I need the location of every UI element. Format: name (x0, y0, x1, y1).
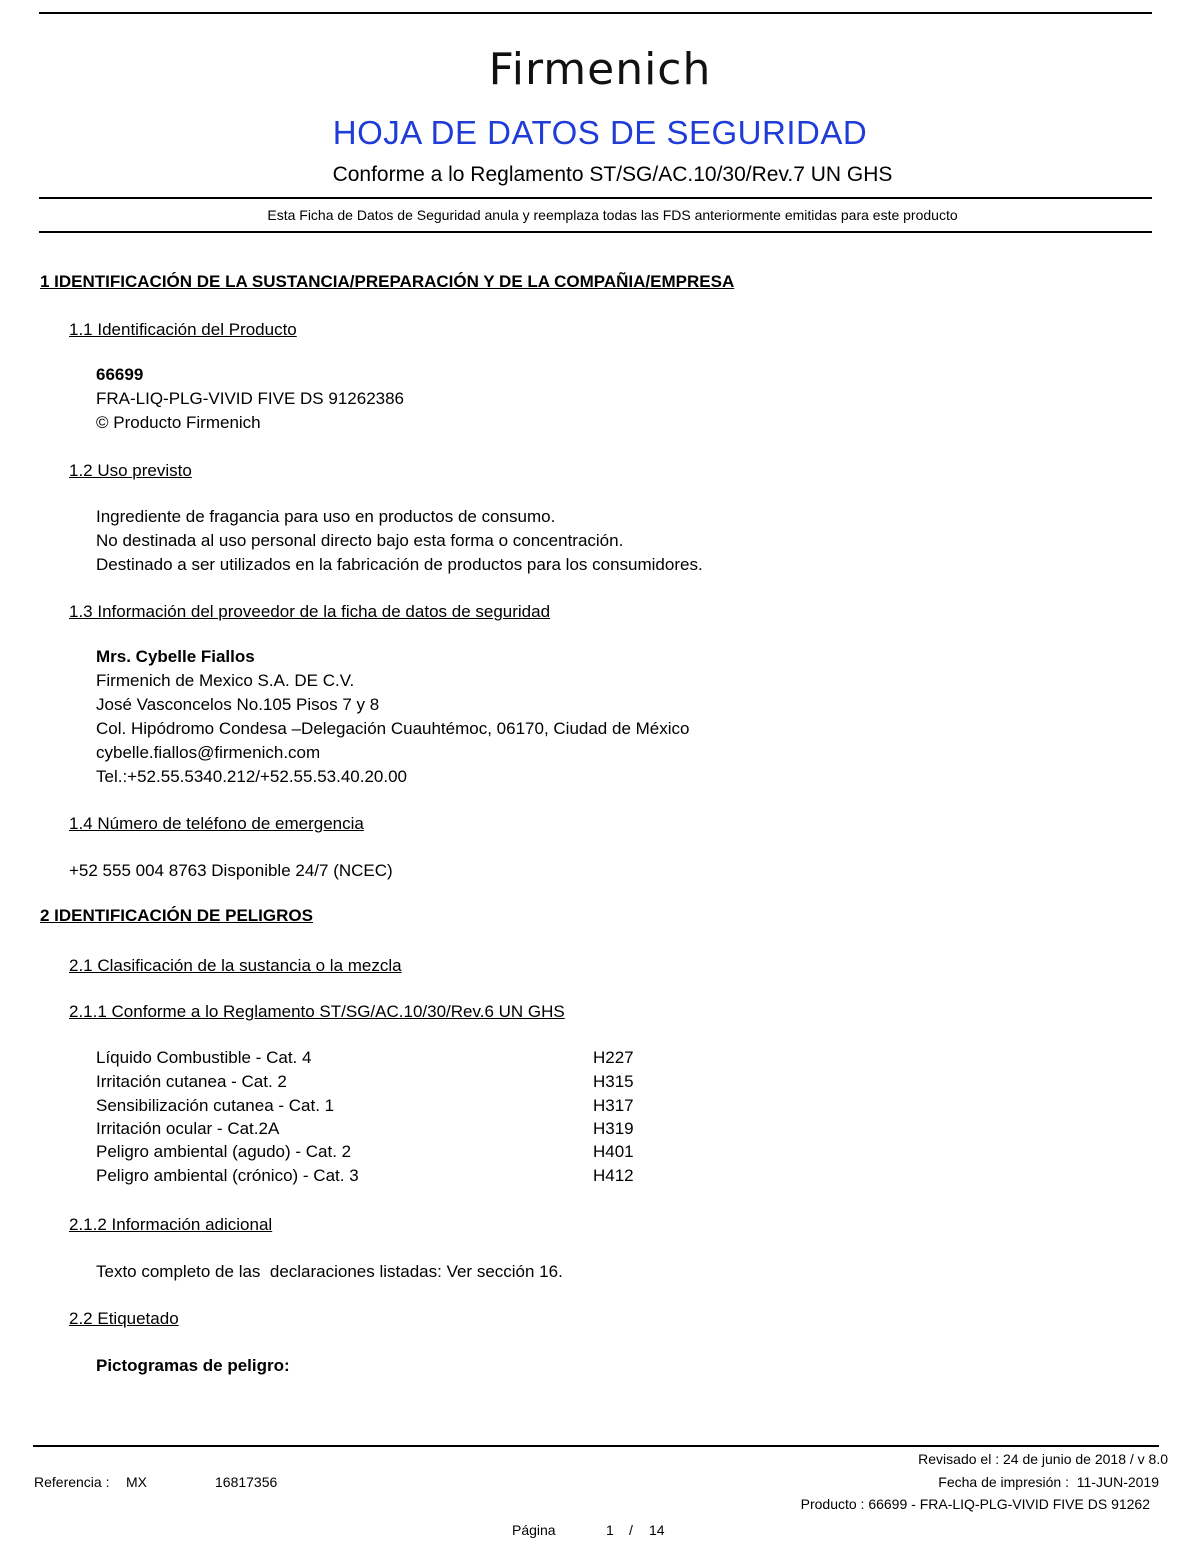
reference-country: MX (126, 1474, 147, 1490)
page-label: Página (512, 1522, 556, 1538)
hazard-code: H317 (593, 1096, 634, 1115)
revision-date: Revisado el : 24 de junio de 2018 / v 8.0 (918, 1451, 1168, 1467)
header-rule-2 (39, 231, 1152, 233)
page-total: 14 (649, 1522, 665, 1538)
hazard-row (96, 1072, 656, 1096)
hazard-class: Sensibilización cutanea - Cat. 1 (96, 1096, 335, 1115)
hazard-code: H319 (593, 1119, 634, 1138)
hazard-code: H401 (593, 1142, 634, 1161)
emergency-phone: +52 555 004 8763 Disponible 24/7 (NCEC) (69, 861, 393, 880)
hazard-code: H412 (593, 1166, 634, 1185)
footer-rule (33, 1445, 1159, 1447)
section-2-heading: 2 IDENTIFICACIÓN DE PELIGROS (40, 906, 313, 925)
subsection-2-1-1-heading: 2.1.1 Conforme a lo Reglamento ST/SG/AC.10/30/Rev.6 UN GHS (69, 1002, 565, 1021)
section-1-heading: 1 IDENTIFICACIÓN DE LA SUSTANCIA/PREPARACIÓN Y DE LA COMPAÑIA/EMPRESA (40, 272, 735, 291)
hazard-row (96, 1096, 656, 1120)
hazard-class: Peligro ambiental (agudo) - Cat. 2 (96, 1142, 352, 1161)
hazard-class: Líquido Combustible - Cat. 4 (96, 1048, 312, 1067)
print-date: Fecha de impresión : 11-JUN-2019 (938, 1474, 1159, 1490)
intended-use-line: Ingrediente de fragancia para uso en productos de consumo. (96, 507, 556, 526)
hazard-row (96, 1119, 656, 1143)
subsection-1-3-heading: 1.3 Información del proveedor de la ficha de datos de seguridad (69, 602, 551, 621)
additional-info-text: Texto completo de las declaraciones listadas: Ver sección 16. (96, 1262, 563, 1281)
product-name: FRA-LIQ-PLG-VIVID FIVE DS 91262386 (96, 389, 405, 408)
supplier-line: José Vasconcelos No.105 Pisos 7 y 8 (96, 695, 380, 714)
hazard-class: Peligro ambiental (crónico) - Cat. 3 (96, 1166, 359, 1185)
subsection-1-1-heading: 1.1 Identificación del Producto (69, 320, 297, 339)
header-rule-1 (39, 197, 1152, 199)
supplier-line: Firmenich de Mexico S.A. DE C.V. (96, 671, 355, 690)
subsection-2-2-heading: 2.2 Etiquetado (69, 1309, 179, 1328)
intended-use-line: No destinada al uso personal directo bajo esta forma o concentración. (96, 531, 624, 550)
subsection-1-4-heading: 1.4 Número de teléfono de emergencia (69, 814, 364, 833)
firmenich-logo: Firmenich (488, 44, 712, 95)
subsection-2-1-2-heading: 2.1.2 Información adicional (69, 1215, 273, 1234)
page-separator: / (629, 1522, 633, 1538)
footer-product: Producto : 66699 - FRA-LIQ-PLG-VIVID FIVE DS 91262 (800, 1496, 1150, 1512)
supplier-contact-name: Mrs. Cybelle Fiallos (96, 647, 255, 666)
subsection-1-2-heading: 1.2 Uso previsto (69, 461, 192, 480)
hazard-code: H227 (593, 1048, 634, 1067)
product-code: 66699 (96, 365, 144, 384)
intended-use-line: Destinado a ser utilizados en la fabricación de productos para los consumidores. (96, 555, 703, 574)
top-rule (39, 12, 1152, 14)
reference-number: 16817356 (215, 1474, 278, 1490)
hazard-row (96, 1048, 656, 1072)
document-title: HOJA DE DATOS DE SEGURIDAD (332, 114, 868, 151)
supplier-email: cybelle.fiallos@firmenich.com (96, 743, 321, 762)
supersede-notice: Esta Ficha de Datos de Seguridad anula y reemplaza todas las FDS anteriormente emitidas para este producto (267, 207, 958, 223)
hazard-code: H315 (593, 1072, 634, 1091)
subsection-2-1-heading: 2.1 Clasificación de la sustancia o la mezcla (69, 956, 402, 975)
hazard-class: Irritación cutanea - Cat. 2 (96, 1072, 287, 1091)
regulation-subtitle: Conforme a lo Reglamento ST/SG/AC.10/30/Rev.7 UN GHS (332, 163, 893, 186)
hazard-class: Irritación ocular - Cat.2A (96, 1119, 280, 1138)
supplier-line: Col. Hipódromo Condesa –Delegación Cuauhtémoc, 06170, Ciudad de México (96, 719, 690, 738)
product-owner: © Producto Firmenich (96, 413, 261, 432)
supplier-phone: Tel.:+52.55.5340.212/+52.55.53.40.20.00 (96, 767, 407, 786)
page-current: 1 (606, 1522, 614, 1538)
pictograms-label: Pictogramas de peligro: (96, 1356, 290, 1375)
hazard-row (96, 1166, 656, 1190)
hazard-row (96, 1142, 656, 1166)
reference-label: Referencia : (34, 1474, 110, 1490)
